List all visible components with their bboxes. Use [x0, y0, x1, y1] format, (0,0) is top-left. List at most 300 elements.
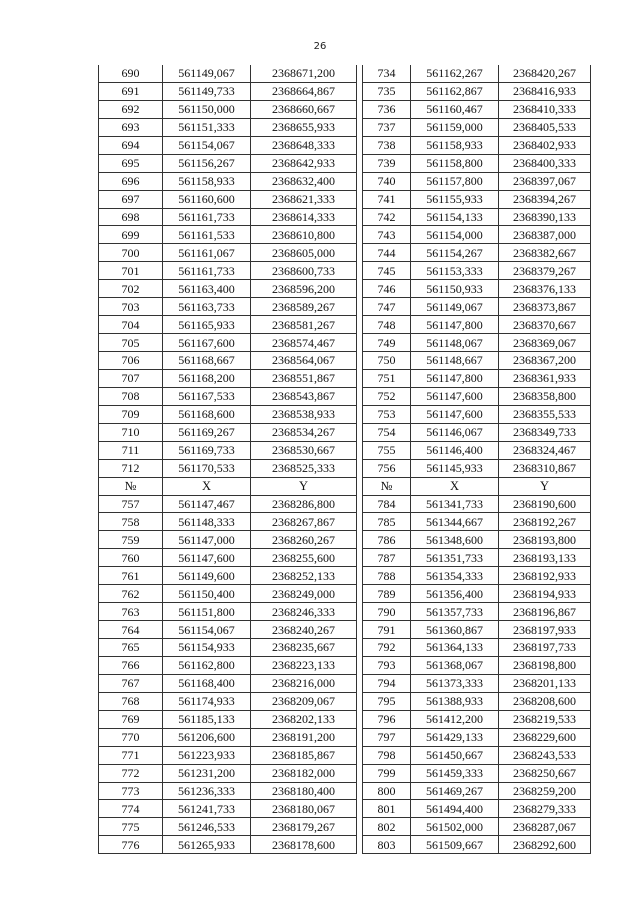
x-coordinate-cell: 561373,333	[411, 674, 499, 692]
y-coordinate-cell: 2368194,933	[499, 585, 591, 603]
x-coordinate-cell: 561223,933	[163, 746, 251, 764]
point-number-cell: 797	[363, 728, 411, 746]
x-coordinate-cell: 561169,267	[163, 423, 251, 441]
x-coordinate-cell: 561156,267	[163, 154, 251, 172]
table-row	[99, 316, 591, 334]
point-number-cell: 739	[363, 154, 411, 172]
x-coordinate-cell: 561154,067	[163, 136, 251, 154]
table-row	[99, 639, 591, 657]
x-coordinate-cell: 561158,933	[163, 172, 251, 190]
point-number-cell: 742	[363, 208, 411, 226]
y-coordinate-cell: 2368193,800	[499, 531, 591, 549]
point-number-cell: 747	[363, 298, 411, 316]
header-cell: №	[99, 477, 163, 495]
y-coordinate-cell: 2368358,800	[499, 387, 591, 405]
y-coordinate-cell: 2368416,933	[499, 82, 591, 100]
x-coordinate-cell: 561364,133	[411, 639, 499, 657]
table-row	[99, 513, 591, 531]
y-coordinate-cell: 2368574,467	[251, 334, 357, 352]
point-number-cell: 743	[363, 226, 411, 244]
point-number-cell: 789	[363, 585, 411, 603]
x-coordinate-cell: 561174,933	[163, 692, 251, 710]
point-number-cell: 693	[99, 118, 163, 136]
point-number-cell: 707	[99, 369, 163, 387]
x-coordinate-cell: 561160,600	[163, 190, 251, 208]
y-coordinate-cell: 2368202,133	[251, 710, 357, 728]
x-coordinate-cell: 561148,067	[411, 334, 499, 352]
x-coordinate-cell: 561169,733	[163, 441, 251, 459]
x-coordinate-cell: 561356,400	[411, 585, 499, 603]
table-row	[99, 172, 591, 190]
y-coordinate-cell: 2368400,333	[499, 154, 591, 172]
x-coordinate-cell: 561149,067	[163, 65, 251, 82]
y-coordinate-cell: 2368581,267	[251, 316, 357, 334]
point-number-cell: 794	[363, 674, 411, 692]
point-number-cell: 792	[363, 639, 411, 657]
table-row	[99, 782, 591, 800]
x-coordinate-cell: 561147,600	[411, 405, 499, 423]
x-coordinate-cell: 561167,600	[163, 334, 251, 352]
point-number-cell: 755	[363, 441, 411, 459]
point-number-cell: 801	[363, 800, 411, 818]
table-row	[99, 818, 591, 836]
y-coordinate-cell: 2368361,933	[499, 369, 591, 387]
y-coordinate-cell: 2368648,333	[251, 136, 357, 154]
y-coordinate-cell: 2368249,000	[251, 585, 357, 603]
y-coordinate-cell: 2368192,933	[499, 567, 591, 585]
point-number-cell: 703	[99, 298, 163, 316]
table-row	[99, 746, 591, 764]
y-coordinate-cell: 2368179,267	[251, 818, 357, 836]
y-coordinate-cell: 2368397,067	[499, 172, 591, 190]
x-coordinate-cell: 561157,800	[411, 172, 499, 190]
x-coordinate-cell: 561357,733	[411, 603, 499, 621]
x-coordinate-cell: 561153,333	[411, 262, 499, 280]
x-coordinate-cell: 561168,200	[163, 369, 251, 387]
point-number-cell: 694	[99, 136, 163, 154]
y-coordinate-cell: 2368660,667	[251, 100, 357, 118]
x-coordinate-cell: 561148,667	[411, 352, 499, 370]
y-coordinate-cell: 2368240,267	[251, 621, 357, 639]
x-coordinate-cell: 561162,800	[163, 656, 251, 674]
y-coordinate-cell: 2368538,933	[251, 405, 357, 423]
y-coordinate-cell: 2368219,533	[499, 710, 591, 728]
y-coordinate-cell: 2368246,333	[251, 603, 357, 621]
x-coordinate-cell: 561159,000	[411, 118, 499, 136]
table-row	[99, 208, 591, 226]
x-coordinate-cell: 561354,333	[411, 567, 499, 585]
point-number-cell: 773	[99, 782, 163, 800]
y-coordinate-cell: 2368530,667	[251, 441, 357, 459]
point-number-cell: 704	[99, 316, 163, 334]
y-coordinate-cell: 2368379,267	[499, 262, 591, 280]
y-coordinate-cell: 2368405,533	[499, 118, 591, 136]
y-coordinate-cell: 2368402,933	[499, 136, 591, 154]
point-number-cell: 705	[99, 334, 163, 352]
point-number-cell: 802	[363, 818, 411, 836]
y-coordinate-cell: 2368193,133	[499, 549, 591, 567]
y-coordinate-cell: 2368279,333	[499, 800, 591, 818]
x-coordinate-cell: 561154,933	[163, 639, 251, 657]
x-coordinate-cell: 561148,333	[163, 513, 251, 531]
table-row	[99, 441, 591, 459]
point-number-cell: 785	[363, 513, 411, 531]
y-coordinate-cell: 2368394,267	[499, 190, 591, 208]
x-coordinate-cell: 561147,600	[163, 549, 251, 567]
y-coordinate-cell: 2368235,667	[251, 639, 357, 657]
y-coordinate-cell: 2368369,067	[499, 334, 591, 352]
x-coordinate-cell: 561147,000	[163, 531, 251, 549]
x-coordinate-cell: 561351,733	[411, 549, 499, 567]
point-number-cell: 706	[99, 352, 163, 370]
point-number-cell: 775	[99, 818, 163, 836]
x-coordinate-cell: 561459,333	[411, 764, 499, 782]
x-coordinate-cell: 561145,933	[411, 459, 499, 477]
y-coordinate-cell: 2368596,200	[251, 280, 357, 298]
x-coordinate-cell: 561165,933	[163, 316, 251, 334]
point-number-cell: 700	[99, 244, 163, 262]
table-row	[99, 585, 591, 603]
x-coordinate-cell: 561231,200	[163, 764, 251, 782]
y-coordinate-cell: 2368223,133	[251, 656, 357, 674]
y-coordinate-cell: 2368534,267	[251, 423, 357, 441]
point-number-cell: 771	[99, 746, 163, 764]
y-coordinate-cell: 2368191,200	[251, 728, 357, 746]
point-number-cell: 736	[363, 100, 411, 118]
x-coordinate-cell: 561502,000	[411, 818, 499, 836]
x-coordinate-cell: 561149,733	[163, 82, 251, 100]
y-coordinate-cell: 2368564,067	[251, 352, 357, 370]
table-row	[99, 298, 591, 316]
point-number-cell: 746	[363, 280, 411, 298]
table-row	[99, 154, 591, 172]
x-coordinate-cell: 561151,800	[163, 603, 251, 621]
table-row	[99, 656, 591, 674]
y-coordinate-cell: 2368185,867	[251, 746, 357, 764]
point-number-cell: 798	[363, 746, 411, 764]
y-coordinate-cell: 2368197,733	[499, 639, 591, 657]
x-coordinate-cell: 561494,400	[411, 800, 499, 818]
point-number-cell: 740	[363, 172, 411, 190]
page-number: 26	[313, 41, 327, 52]
y-coordinate-cell: 2368600,733	[251, 262, 357, 280]
y-coordinate-cell: 2368349,733	[499, 423, 591, 441]
point-number-cell: 691	[99, 82, 163, 100]
point-number-cell: 760	[99, 549, 163, 567]
x-coordinate-cell: 561163,733	[163, 298, 251, 316]
x-coordinate-cell: 561162,267	[411, 65, 499, 82]
point-number-cell: 695	[99, 154, 163, 172]
x-coordinate-cell: 561154,000	[411, 226, 499, 244]
table-row	[99, 136, 591, 154]
point-number-cell: 759	[99, 531, 163, 549]
table-row	[99, 728, 591, 746]
point-number-cell: 776	[99, 836, 163, 854]
point-number-cell: 796	[363, 710, 411, 728]
y-coordinate-cell: 2368216,000	[251, 674, 357, 692]
table-row	[99, 603, 591, 621]
x-coordinate-cell: 561429,133	[411, 728, 499, 746]
point-number-cell: 766	[99, 656, 163, 674]
x-coordinate-cell: 561450,667	[411, 746, 499, 764]
x-coordinate-cell: 561265,933	[163, 836, 251, 854]
y-coordinate-cell: 2368178,600	[251, 836, 357, 854]
y-coordinate-cell: 2368642,933	[251, 154, 357, 172]
point-number-cell: 803	[363, 836, 411, 854]
x-coordinate-cell: 561469,267	[411, 782, 499, 800]
x-coordinate-cell: 561161,733	[163, 208, 251, 226]
table-row	[99, 531, 591, 549]
point-number-cell: 757	[99, 495, 163, 513]
point-number-cell: 770	[99, 728, 163, 746]
point-number-cell: 788	[363, 567, 411, 585]
point-number-cell: 793	[363, 656, 411, 674]
y-coordinate-cell: 2368229,600	[499, 728, 591, 746]
table-row	[99, 459, 591, 477]
x-coordinate-cell: 561154,067	[163, 621, 251, 639]
table-row	[99, 549, 591, 567]
y-coordinate-cell: 2368286,800	[251, 495, 357, 513]
x-coordinate-cell: 561161,733	[163, 262, 251, 280]
x-coordinate-cell: 561241,733	[163, 800, 251, 818]
table-row	[99, 244, 591, 262]
point-number-cell: 799	[363, 764, 411, 782]
x-coordinate-cell: 561246,533	[163, 818, 251, 836]
y-coordinate-cell: 2368197,933	[499, 621, 591, 639]
table-row	[99, 405, 591, 423]
y-coordinate-cell: 2368192,267	[499, 513, 591, 531]
point-number-cell: 786	[363, 531, 411, 549]
table-row	[99, 674, 591, 692]
x-coordinate-cell: 561150,000	[163, 100, 251, 118]
x-coordinate-cell: 561150,933	[411, 280, 499, 298]
y-coordinate-cell: 2368420,267	[499, 65, 591, 82]
x-coordinate-cell: 561158,800	[411, 154, 499, 172]
point-number-cell: 699	[99, 226, 163, 244]
x-coordinate-cell: 561160,467	[411, 100, 499, 118]
point-number-cell: 768	[99, 692, 163, 710]
y-coordinate-cell: 2368610,800	[251, 226, 357, 244]
point-number-cell: 741	[363, 190, 411, 208]
point-number-cell: 763	[99, 603, 163, 621]
point-number-cell: 702	[99, 280, 163, 298]
y-coordinate-cell: 2368287,067	[499, 818, 591, 836]
table-row	[99, 800, 591, 818]
table-row	[99, 82, 591, 100]
y-coordinate-cell: 2368373,867	[499, 298, 591, 316]
y-coordinate-cell: 2368367,200	[499, 352, 591, 370]
x-coordinate-cell: 561150,400	[163, 585, 251, 603]
point-number-cell: 745	[363, 262, 411, 280]
point-number-cell: 701	[99, 262, 163, 280]
point-number-cell: 749	[363, 334, 411, 352]
point-number-cell: 790	[363, 603, 411, 621]
x-coordinate-cell: 561149,067	[411, 298, 499, 316]
point-number-cell: 697	[99, 190, 163, 208]
y-coordinate-cell: 2368196,867	[499, 603, 591, 621]
point-number-cell: 696	[99, 172, 163, 190]
point-number-cell: 753	[363, 405, 411, 423]
header-cell: X	[163, 477, 251, 495]
table-row	[99, 352, 591, 370]
x-coordinate-cell: 561154,267	[411, 244, 499, 262]
y-coordinate-cell: 2368198,800	[499, 656, 591, 674]
table-row	[99, 692, 591, 710]
point-number-cell: 690	[99, 65, 163, 82]
y-coordinate-cell: 2368671,200	[251, 65, 357, 82]
x-coordinate-cell: 561206,600	[163, 728, 251, 746]
table-row	[99, 423, 591, 441]
table-row	[99, 710, 591, 728]
x-coordinate-cell: 561147,800	[411, 369, 499, 387]
y-coordinate-cell: 2368525,333	[251, 459, 357, 477]
table-row	[99, 764, 591, 782]
x-coordinate-cell: 561168,600	[163, 405, 251, 423]
point-number-cell: 710	[99, 423, 163, 441]
table-header-row	[99, 477, 591, 495]
y-coordinate-cell: 2368310,867	[499, 459, 591, 477]
point-number-cell: 752	[363, 387, 411, 405]
point-number-cell: 765	[99, 639, 163, 657]
coordinates-table	[98, 65, 591, 854]
x-coordinate-cell: 561163,400	[163, 280, 251, 298]
point-number-cell: 734	[363, 65, 411, 82]
y-coordinate-cell: 2368260,267	[251, 531, 357, 549]
point-number-cell: 748	[363, 316, 411, 334]
point-number-cell: 750	[363, 352, 411, 370]
table-row	[99, 100, 591, 118]
table-row	[99, 567, 591, 585]
header-cell: X	[411, 477, 499, 495]
y-coordinate-cell: 2368209,067	[251, 692, 357, 710]
table-row	[99, 262, 591, 280]
y-coordinate-cell: 2368259,200	[499, 782, 591, 800]
x-coordinate-cell: 561368,067	[411, 656, 499, 674]
x-coordinate-cell: 561185,133	[163, 710, 251, 728]
x-coordinate-cell: 561146,400	[411, 441, 499, 459]
header-cell: Y	[251, 477, 357, 495]
y-coordinate-cell: 2368355,533	[499, 405, 591, 423]
y-coordinate-cell: 2368589,267	[251, 298, 357, 316]
y-coordinate-cell: 2368551,867	[251, 369, 357, 387]
point-number-cell: 758	[99, 513, 163, 531]
point-number-cell: 756	[363, 459, 411, 477]
x-coordinate-cell: 561155,933	[411, 190, 499, 208]
point-number-cell: 751	[363, 369, 411, 387]
table-row	[99, 280, 591, 298]
x-coordinate-cell: 561168,667	[163, 352, 251, 370]
table-row	[99, 118, 591, 136]
table-row	[99, 190, 591, 208]
y-coordinate-cell: 2368382,667	[499, 244, 591, 262]
x-coordinate-cell: 561147,600	[411, 387, 499, 405]
point-number-cell: 769	[99, 710, 163, 728]
table-row	[99, 387, 591, 405]
x-coordinate-cell: 561149,600	[163, 567, 251, 585]
x-coordinate-cell: 561151,333	[163, 118, 251, 136]
x-coordinate-cell: 561162,867	[411, 82, 499, 100]
table-row	[99, 836, 591, 854]
y-coordinate-cell: 2368390,133	[499, 208, 591, 226]
y-coordinate-cell: 2368180,400	[251, 782, 357, 800]
point-number-cell: 754	[363, 423, 411, 441]
point-number-cell: 735	[363, 82, 411, 100]
x-coordinate-cell: 561147,800	[411, 316, 499, 334]
point-number-cell: 709	[99, 405, 163, 423]
table-row	[99, 226, 591, 244]
x-coordinate-cell: 561158,933	[411, 136, 499, 154]
y-coordinate-cell: 2368410,333	[499, 100, 591, 118]
point-number-cell: 762	[99, 585, 163, 603]
point-number-cell: 787	[363, 549, 411, 567]
table-row	[99, 495, 591, 513]
header-cell: №	[363, 477, 411, 495]
point-number-cell: 712	[99, 459, 163, 477]
y-coordinate-cell: 2368208,600	[499, 692, 591, 710]
x-coordinate-cell: 561341,733	[411, 495, 499, 513]
x-coordinate-cell: 561170,533	[163, 459, 251, 477]
x-coordinate-cell: 561161,067	[163, 244, 251, 262]
table-row	[99, 334, 591, 352]
x-coordinate-cell: 561509,667	[411, 836, 499, 854]
y-coordinate-cell: 2368190,600	[499, 495, 591, 513]
y-coordinate-cell: 2368605,000	[251, 244, 357, 262]
y-coordinate-cell: 2368543,867	[251, 387, 357, 405]
y-coordinate-cell: 2368614,333	[251, 208, 357, 226]
y-coordinate-cell: 2368182,000	[251, 764, 357, 782]
y-coordinate-cell: 2368387,000	[499, 226, 591, 244]
point-number-cell: 738	[363, 136, 411, 154]
y-coordinate-cell: 2368267,867	[251, 513, 357, 531]
y-coordinate-cell: 2368201,133	[499, 674, 591, 692]
point-number-cell: 800	[363, 782, 411, 800]
x-coordinate-cell: 561161,533	[163, 226, 251, 244]
point-number-cell: 784	[363, 495, 411, 513]
y-coordinate-cell: 2368292,600	[499, 836, 591, 854]
point-number-cell: 698	[99, 208, 163, 226]
table-row	[99, 65, 591, 82]
point-number-cell: 772	[99, 764, 163, 782]
x-coordinate-cell: 561348,600	[411, 531, 499, 549]
y-coordinate-cell: 2368621,333	[251, 190, 357, 208]
y-coordinate-cell: 2368632,400	[251, 172, 357, 190]
y-coordinate-cell: 2368376,133	[499, 280, 591, 298]
y-coordinate-cell: 2368250,667	[499, 764, 591, 782]
point-number-cell: 692	[99, 100, 163, 118]
y-coordinate-cell: 2368252,133	[251, 567, 357, 585]
x-coordinate-cell: 561146,067	[411, 423, 499, 441]
point-number-cell: 774	[99, 800, 163, 818]
point-number-cell: 737	[363, 118, 411, 136]
x-coordinate-cell: 561167,533	[163, 387, 251, 405]
y-coordinate-cell: 2368243,533	[499, 746, 591, 764]
point-number-cell: 711	[99, 441, 163, 459]
point-number-cell: 744	[363, 244, 411, 262]
y-coordinate-cell: 2368255,600	[251, 549, 357, 567]
x-coordinate-cell: 561412,200	[411, 710, 499, 728]
table-row	[99, 369, 591, 387]
x-coordinate-cell: 561168,400	[163, 674, 251, 692]
point-number-cell: 795	[363, 692, 411, 710]
x-coordinate-cell: 561236,333	[163, 782, 251, 800]
point-number-cell: 791	[363, 621, 411, 639]
y-coordinate-cell: 2368370,667	[499, 316, 591, 334]
y-coordinate-cell: 2368664,867	[251, 82, 357, 100]
point-number-cell: 764	[99, 621, 163, 639]
header-cell: Y	[499, 477, 591, 495]
x-coordinate-cell: 561388,933	[411, 692, 499, 710]
y-coordinate-cell: 2368655,933	[251, 118, 357, 136]
